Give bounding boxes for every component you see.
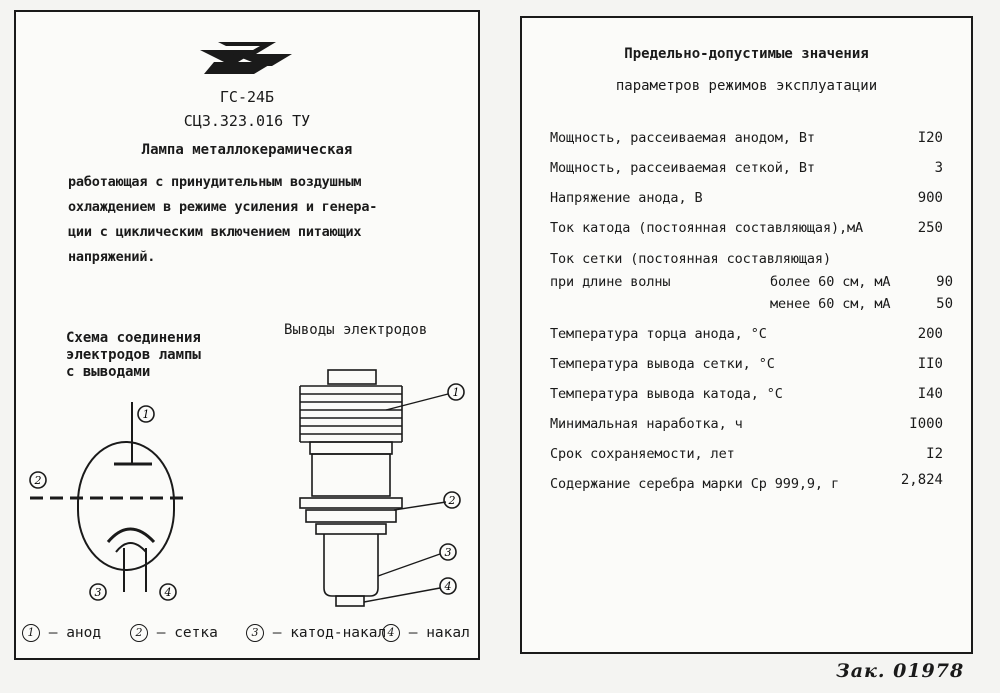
heater-pin <box>336 596 364 606</box>
param-value: I2 <box>926 446 943 462</box>
params-title-line1: Предельно-допустимые значения <box>624 46 869 62</box>
schematic-label-4 <box>160 584 176 600</box>
wavelength-more-label: более 60 см, мА <box>770 274 891 290</box>
param-label <box>550 356 775 372</box>
drawing-label-1 <box>448 384 464 400</box>
param-label <box>550 326 767 342</box>
drawing-label-2 <box>444 492 460 508</box>
param-label: Напряжение анода, В <box>550 190 703 206</box>
description-line: напряжений. <box>68 249 156 265</box>
anode-cap <box>328 370 376 384</box>
lamp-type: Лампа металлокерамическая <box>141 142 353 158</box>
cathode-arc <box>108 529 154 542</box>
cathode-body <box>324 534 378 596</box>
legend-text: – накал <box>408 625 470 641</box>
param-label: Содержание серебра марки Ср 999,9, г <box>550 476 839 492</box>
param-unit: °С <box>750 326 767 342</box>
grid-ring <box>300 498 402 508</box>
param-label: Ток катода (постоянная составляющая),мА <box>550 220 864 236</box>
scheme-title-line: Схема соединения <box>66 330 201 346</box>
svg-text:1: 1 <box>452 386 460 399</box>
schematic-label-3 <box>90 584 106 600</box>
param-label: Мощность, рассеиваемая сеткой, Вт <box>550 160 815 176</box>
description-line: ции с циклическим включением питающих <box>68 224 362 240</box>
svg-text:4: 4 <box>444 580 452 593</box>
drawing-label-4 <box>440 578 456 594</box>
grid-current-label: Ток сетки (постоянная составляющая) <box>550 251 831 267</box>
heater-arc <box>116 543 146 552</box>
tube-envelope <box>78 442 174 570</box>
legend-text: – анод <box>48 625 102 641</box>
legend-num: 2 <box>130 624 148 642</box>
param-label: Срок сохраняемости, лет <box>550 446 735 462</box>
scheme-title-line: электродов лампы <box>66 347 201 363</box>
param-label: Минимальная наработка, ч <box>550 416 743 432</box>
svg-text:1: 1 <box>142 408 150 421</box>
param-value: 200 <box>917 326 943 342</box>
manufacturer-logo <box>196 40 296 76</box>
param-value: 3 <box>934 160 943 176</box>
param-unit: °С <box>758 356 775 372</box>
legend-num: 4 <box>382 624 400 642</box>
legend-num: 1 <box>22 624 40 642</box>
legend-anode <box>22 624 101 642</box>
legend-grid <box>130 624 218 642</box>
tube-schematic <box>16 392 216 602</box>
param-value: 2,824 <box>900 472 943 488</box>
param-value: 250 <box>917 220 943 236</box>
order-number-handwriting: Зак. 01978 <box>836 660 965 682</box>
legend-num: 3 <box>246 624 264 642</box>
tube-drawing <box>276 364 476 614</box>
wavelength-less-label: менее 60 см, мА <box>770 296 891 312</box>
params-title-line2: параметров режимов эксплуатации <box>615 78 878 94</box>
wavelength-less-value: 50 <box>936 296 953 312</box>
outputs-title: Выводы электродов <box>284 322 428 338</box>
param-label-text: Температура вывода сетки, <box>550 356 751 372</box>
param-unit: °С <box>766 386 783 402</box>
right-panel <box>520 16 973 654</box>
param-value: I20 <box>917 130 943 146</box>
param-value: II0 <box>917 356 943 372</box>
wavelength-label: при длине волны <box>550 274 671 290</box>
param-label <box>550 386 783 402</box>
anode-body <box>312 454 390 496</box>
wavelength-more-value: 90 <box>936 274 953 290</box>
svg-text:4: 4 <box>164 586 172 599</box>
drawing-label-3 <box>440 544 456 560</box>
cooling-fins <box>300 386 402 442</box>
tube-spec: СЦЗ.323.016 ТУ <box>183 112 311 130</box>
param-label-text: Температура торца анода, <box>550 326 743 342</box>
schematic-label-2 <box>30 472 46 488</box>
schematic-label-1 <box>138 406 154 422</box>
svg-text:3: 3 <box>94 586 102 599</box>
svg-text:2: 2 <box>34 474 42 487</box>
fin-base <box>310 442 392 454</box>
svg-text:2: 2 <box>448 494 456 507</box>
description-line: охлаждением в режиме усиления и генера- <box>68 199 378 215</box>
svg-text:3: 3 <box>444 546 452 559</box>
legend-heater <box>382 624 470 642</box>
legend-text: – сетка <box>156 625 218 641</box>
description <box>68 170 377 270</box>
legend-text: – катод-накал <box>272 625 387 641</box>
description-line: работающая с принудительным воздушным <box>68 174 362 190</box>
param-value: I000 <box>909 416 943 432</box>
insulator <box>306 510 396 522</box>
param-label: Мощность, рассеиваемая анодом, Вт <box>550 130 815 146</box>
tube-model: ГС-24Б <box>219 88 275 106</box>
legend-cathode <box>246 624 386 642</box>
cathode-ring <box>316 524 386 534</box>
left-panel <box>14 10 480 660</box>
param-label-text: Температура вывода катода, <box>550 386 759 402</box>
param-value: 900 <box>917 190 943 206</box>
scheme-title <box>66 330 201 381</box>
param-value: I40 <box>917 386 943 402</box>
scheme-title-line: с выводами <box>66 364 151 380</box>
